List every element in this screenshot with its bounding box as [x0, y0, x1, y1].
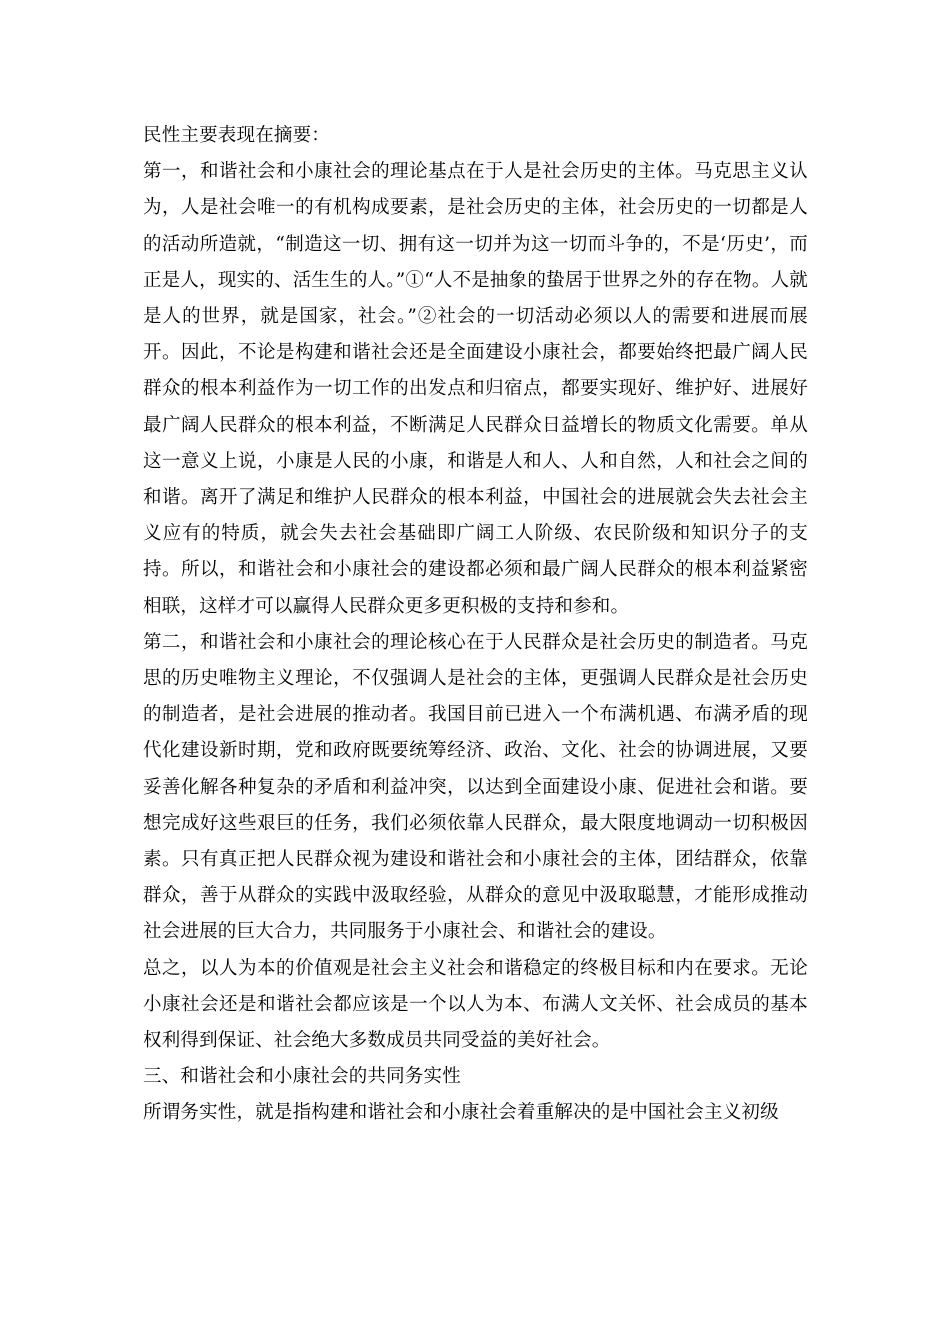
paragraph-second: 第二，和谐社会和小康社会的理论核心在于人民群众是社会历史的制造者。马克思的历史唯物主义理论，不仅强调人是社会的主体，更强调人民群众是社会历史的制造者，是社会进展的推动者。我国目前已进入一个布满机遇、布满矛盾的现代化建设新时期，党和政府既要统筹经济、政治、文化、社会的协调进展，又要妥善化解各种复杂的矛盾和利益冲突，以达到全面建设小康、促进社会和谐。要想完成好这些艰巨的任务，我们必须依靠人民群众，最大限度地调动一切积极因素。只有真正把人民群众视为建设和谐社会和小康社会的主体，团结群众，依靠群众，善于从群众的实践中汲取经验，从群众的意见中汲取聪慧，才能形成推动社会进展的巨大合力，共同服务于小康社会、和谐社会的建设。: [143, 631, 808, 943]
paragraph-conclusion: 总之，以人为本的价值观是社会主义社会和谐稳定的终极目标和内在要求。无论小康社会还是和谐社会都应该是一个以人为本、布满人文关怀、社会成员的基本权利得到保证、社会绝大多数成员共同受益的美好社会。: [143, 957, 808, 1052]
paragraph-first: 第一，和谐社会和小康社会的理论基点在于人是社会历史的主体。马克思主义认为，人是社会唯一的有机构成要素，是社会历史的主体，社会历史的一切都是人的活动所造就，“制造这一切、拥有这一切并为这一切而斗争的，不是‘历史’，而正是人，现实的、活生生的人。”①“人不是抽象的蛰居于世界之外的存在物。人就是人的世界，就是国家，社会。”②社会的一切活动必须以人的需要和进展而展开。因此，不论是构建和谐社会还是全面建设小康社会，都要始终把最广阔人民群众的根本利益作为一切工作的出发点和归宿点，都要实现好、维护好、进展好最广阔人民群众的根本利益，不断满足人民群众日益增长的物质文化需要。单从这一意义上说，小康是人民的小康，和谐是人和人、人和自然，人和社会之间的和谐。离开了满足和维护人民群众的根本利益，中国社会的进展就会失去社会主义应有的特质，就会失去社会基础即广阔工人阶级、农民阶级和知识分子的支持。所以，和谐社会和小康社会的建设都必须和最广阔人民群众的根本利益紧密相联，这样才可以赢得人民群众更多更积极的支持和参和。: [143, 161, 808, 617]
document-body: [143, 118, 808, 1132]
section-heading: 三、和谐社会和小康社会的共同务实性: [143, 1066, 461, 1088]
paragraph-section-start: 所谓务实性，就是指构建和谐社会和小康社会着重解决的是中国社会主义初级: [143, 1102, 779, 1124]
intro-line: 民性主要表现在摘要：: [143, 125, 331, 146]
